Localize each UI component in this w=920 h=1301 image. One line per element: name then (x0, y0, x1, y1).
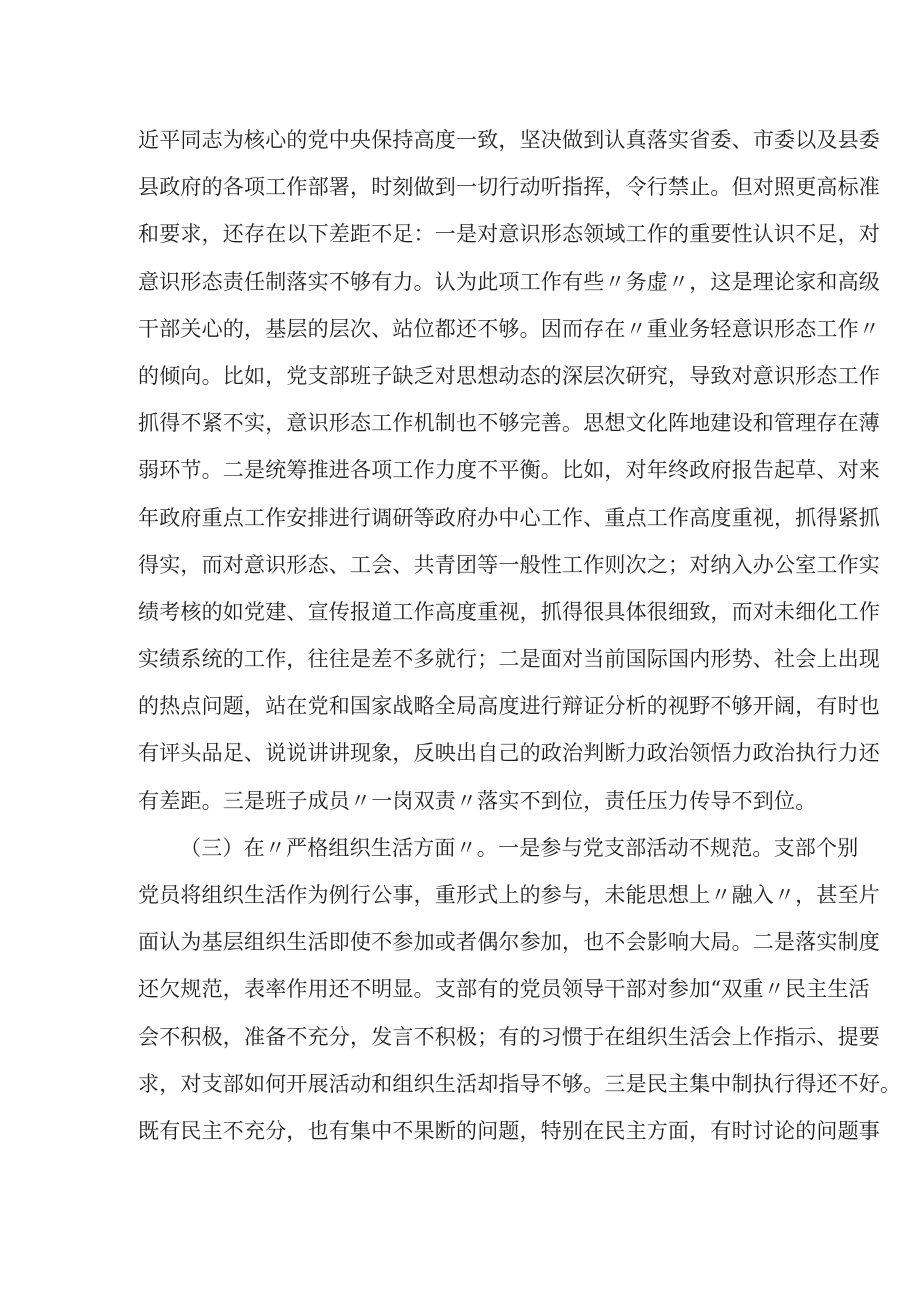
text-line: 县政府的各项工作部署，时刻做到一切行动听指挥，令行禁止。但对照更高标准 (138, 175, 880, 200)
text-line: 会不积极，准备不充分，发言不积极；有的习惯于在组织生活会上作指示、提要 (138, 1024, 880, 1049)
text-line: 面认为基层组织生活即使不参加或者偶尔参加，也不会影响大局。二是落实制度 (138, 930, 880, 955)
text-line: 干部关心的，基层的层次、站位都还不够。因而存在〃重业务轻意识形态工作〃 (138, 316, 880, 341)
section-heading-line: （三）在〃严格组织生活方面〃。一是参与党支部活动不规范。支部个别 (180, 835, 859, 860)
text-line: 有评头品足、说说讲讲现象，反映出自己的政治判断力政治领悟力政治执行力还 (138, 741, 880, 766)
text-line: 求，对支部如何开展活动和组织生活却指导不够。三是民主集中制执行得还不好。 (138, 1071, 902, 1096)
text-line: 实绩系统的工作，往往是差不多就行；二是面对当前国际国内形势、社会上出现 (138, 647, 880, 672)
text-line: 抓得不紧不实，意识形态工作机制也不够完善。思想文化阵地建设和管理存在薄 (138, 411, 880, 436)
text-line: 的倾向。比如，党支部班子缺乏对思想动态的深层次研究，导致对意识形态工作 (138, 363, 880, 388)
text-line: 还欠规范，表率作用还不明显。支部有的党员领导干部对参加“双重〃民主生活 (138, 977, 870, 1002)
text-line: 党员将组织生活作为例行公事，重形式上的参与，未能思想上〃融入〃，甚至片 (138, 883, 880, 907)
text-line: 弱环节。二是统筹推进各项工作力度不平衡。比如，对年终政府报告起草、对来 (138, 458, 880, 483)
text-line: 意识形态责任制落实不够有力。认为此项工作有些〃务虚〃，这是理论家和高级 (138, 269, 880, 294)
text-line: 有差距。三是班子成员〃一岗双责〃落实不到位，责任压力传导不到位。 (138, 788, 817, 813)
text-line: 的热点问题，站在党和国家战略全局高度进行辩证分析的视野不够开阔，有时也 (138, 694, 880, 719)
text-line: 绩考核的如党建、宣传报道工作高度重视，抓得很具体很细致，而对未细化工作 (138, 599, 880, 624)
text-line: 近平同志为核心的党中央保持高度一致，坚决做到认真落实省委、市委以及县委 (138, 128, 880, 152)
body-text (138, 117, 902, 1155)
text-line: 年政府重点工作安排进行调研等政府办中心工作、重点工作高度重视，抓得紧抓 (138, 505, 880, 530)
text-line: 得实，而对意识形态、工会、共青团等一般性工作则次之；对纳入办公室工作实 (138, 552, 880, 577)
text-line: 既有民主不充分，也有集中不果断的问题，特别在民主方面，有时讨论的问题事 (138, 1118, 880, 1143)
text-line: 和要求，还存在以下差距不足：一是对意识形态领域工作的重要性认识不足，对 (138, 222, 880, 247)
